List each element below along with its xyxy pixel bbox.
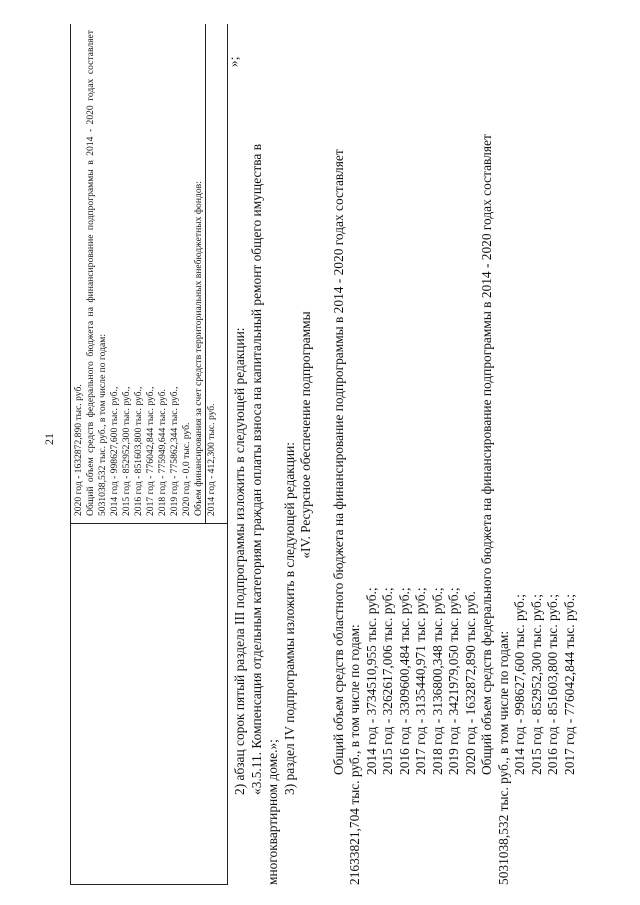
regional-year-item: 2017 год - 3135440,971 тыс. руб.; [413,587,428,775]
table-line: 2014 год - 412,300 тыс. руб. [205,24,218,523]
table-line: Общий объем средств федерального бюджета на финансирование подпрограммы в 2014 - 2020 годах составляет 5031038,532 тыс. руб., в том числе по годам: [85,30,108,516]
table-line: Объем финансирования за счет средств территориальных внебюджетных фондов: [193,181,204,516]
regional-year-item: 2020 год - 1632872,890 тыс. руб. [462,591,478,775]
table-line: 2017 год - 776042,844 тыс. руб., [145,386,156,516]
regional-year-item: 2015 год - 3262617,006 тыс. руб.; [380,587,395,775]
table-line: 2015 год - 852952,300 тыс. руб., [121,386,132,516]
federal-year-item: 2016 год - 851603,800 тыс. руб.; [545,594,560,775]
regional-year-item: 2016 год - 3309600,484 тыс. руб.; [396,587,412,775]
table-line: 2020 год - 0,0 тыс. руб. [181,422,192,516]
table-line: 2018 год - 775949,644 тыс. руб. [157,389,168,516]
financing-table [70,24,228,885]
amendment-item-3: 3) раздел IV подпрограммы изложить в следующей редакции: [281,442,297,795]
document-body [232,25,578,885]
table-line: 2016 год - 851603,800 тыс. руб., [133,386,144,516]
amendment-item-2-quote: «3.5.11. Компенсация отдельным категориям граждан оплаты взноса на капитальный ремонт общего имущества в [248,143,264,795]
rotated-page-content [70,25,640,885]
page-number: 21 [42,433,56,445]
federal-budget-total-cont: 5031038,532 тыс. руб., в том числе по годам: [495,630,511,885]
regional-budget-total-cont: 21633821,704 тыс. руб., в том числе по годам: [347,624,362,885]
table-line: 2014 год - 998627,600 тыс. руб., [109,386,120,516]
table-closing-quote: »; [226,56,241,67]
table-line: 2020 год - 1632872,890 тыс. руб. [73,384,84,516]
federal-budget-total: Общий объем средств федерального бюджета на финансирование подпрограммы в 2014 - 2020 годах составляет [479,134,494,775]
federal-year-item: 2015 год - 852952,300 тыс. руб.; [528,594,544,775]
amendment-item-2-quote-cont: многоквартирном доме.»; [265,739,280,885]
regional-year-item: 2018 год - 3136800,348 тыс. руб.; [429,587,445,775]
regional-year-item: 2014 год - 3734510,955 тыс. руб.; [363,587,379,775]
federal-year-item: 2014 год - 998627,600 тыс. руб.; [512,594,527,775]
regional-budget-total: Общий объем средств областного бюджета на финансирование подпрограммы в 2014 - 2020 годах составляет [330,149,346,775]
table-label-column [71,524,227,884]
regional-year-item: 2019 год - 3421979,050 тыс. руб.; [446,587,461,775]
amendment-item-2: 2) абзац сорок пятый раздела III подпрограммы изложить в следующей редакции: [232,327,247,795]
federal-year-item: 2017 год - 776042,844 тыс. руб.; [561,594,577,775]
section-heading: «IV. Ресурсное обеспечение подпрограммы [298,311,313,559]
table-value-column [71,24,227,524]
table-line: 2019 год - 775862,344 тыс. руб., [169,386,180,516]
